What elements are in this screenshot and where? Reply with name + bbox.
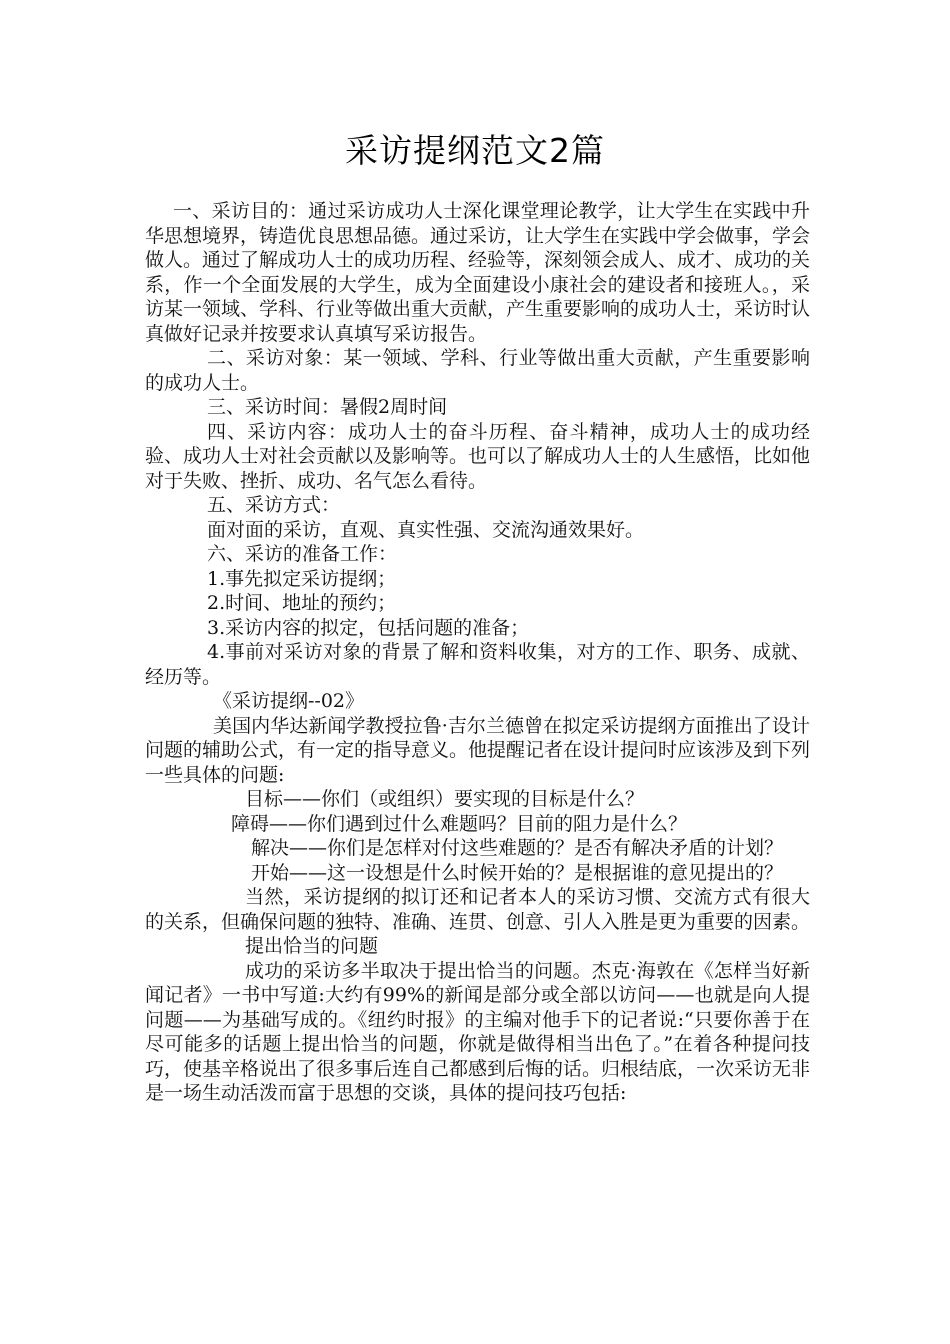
question-goal: 目标——你们（或组织）要实现的目标是什么？ <box>245 788 645 810</box>
list-item: 4.事前对采访对象的背景了解和资料收集，对方的工作、职务、成就、经历等。 <box>145 641 810 688</box>
list-item: 2.时间、地址的预约； <box>207 592 397 614</box>
paragraph-method: 面对面的采访，直观、真实性强、交流沟通效果好。 <box>207 518 645 541</box>
paragraph-techniques: 成功的采访多半取决于提出恰当的问题。杰克·海敦在《怎样当好新闻记者》一书中写道:大约有99%的新闻是部分或全部以访问——也就是向人提问题——为基础写成的。《纽约时报》的主编对他手下的记者说:“只要你善于在尽可能多的话题上提出恰当的问题，你就是做得相当出色了。”在着各种提问技巧，使基辛格说出了很多事后连自己都感到后悔的话。归根结底，一次采访无非是一场生动活泼而富于思想的交谈，具体的提问技巧包括: <box>145 959 811 1104</box>
question-start: 开始——这一设想是什么时候开始的？是根据谁的意见提出的？ <box>251 861 784 884</box>
document-title: 采访提纲范文2篇 <box>345 131 605 170</box>
paragraph-intro: 美国内华达新闻学教授拉鲁·吉尔兰德曾在拟定采访提纲方面推出了设计问题的辅助公式，有一定的指导意义。他提醒记者在设计提问时应该涉及到下列一些具体的问题: <box>145 714 811 786</box>
list-item: 3.采访内容的拟定，包括问题的准备； <box>207 616 530 639</box>
list-item: 1.事先拟定采访提纲； <box>207 567 397 590</box>
paragraph-target: 二、采访对象：某一领域、学科、行业等做出重大贡献，产生重要影响的成功人士。 <box>145 347 810 394</box>
subheading-questions: 提出恰当的问题 <box>245 935 379 957</box>
paragraph-purpose: 一、采访目的：通过采访成功人士深化课堂理论教学，让大学生在实践中升华思想境界，铸造优良思想品德。通过采访，让大学生在实践中学会做事，学会做人。通过了解成功人士的成功历程、经验等，深刻领会成人、成才、成功的关系，作一个全面发展的大学生，成为全面建设小康社会的建设者和接班人。，采访某一领域、学科、行业等做出重大贡献，产生重要影响的成功人士，采访时认真做好记录并按要求认真填写采访报告。 <box>145 200 811 345</box>
paragraph-conclusion: 当然，采访提纲的拟订还和记者本人的采访习惯、交流方式有很大的关系，但确保问题的独特、准确、连贯、创意、引人入胜是更为重要的因素。 <box>145 886 811 933</box>
paragraph-method-heading: 五、采访方式： <box>207 494 341 516</box>
paragraph-preparation-heading: 六、采访的准备工作： <box>207 543 398 565</box>
paragraph-time: 三、采访时间：暑假2周时间 <box>207 396 448 418</box>
paragraph-content: 四、采访内容：成功人士的奋斗历程、奋斗精神，成功人士的成功经验、成功人士对社会贡献以及影响等。也可以了解成功人士的人生感悟，比如他对于失败、挫折、成功、名气怎么看待。 <box>145 420 811 492</box>
question-obstacle: 障碍——你们遇到过什么难题吗？目前的阻力是什么？ <box>231 812 688 835</box>
document-body <box>145 199 810 1106</box>
section-heading: 《采访提纲--02》 <box>213 690 365 712</box>
question-solution: 解决——你们是怎样对付这些难题的？是否有解决矛盾的计划？ <box>251 837 784 859</box>
